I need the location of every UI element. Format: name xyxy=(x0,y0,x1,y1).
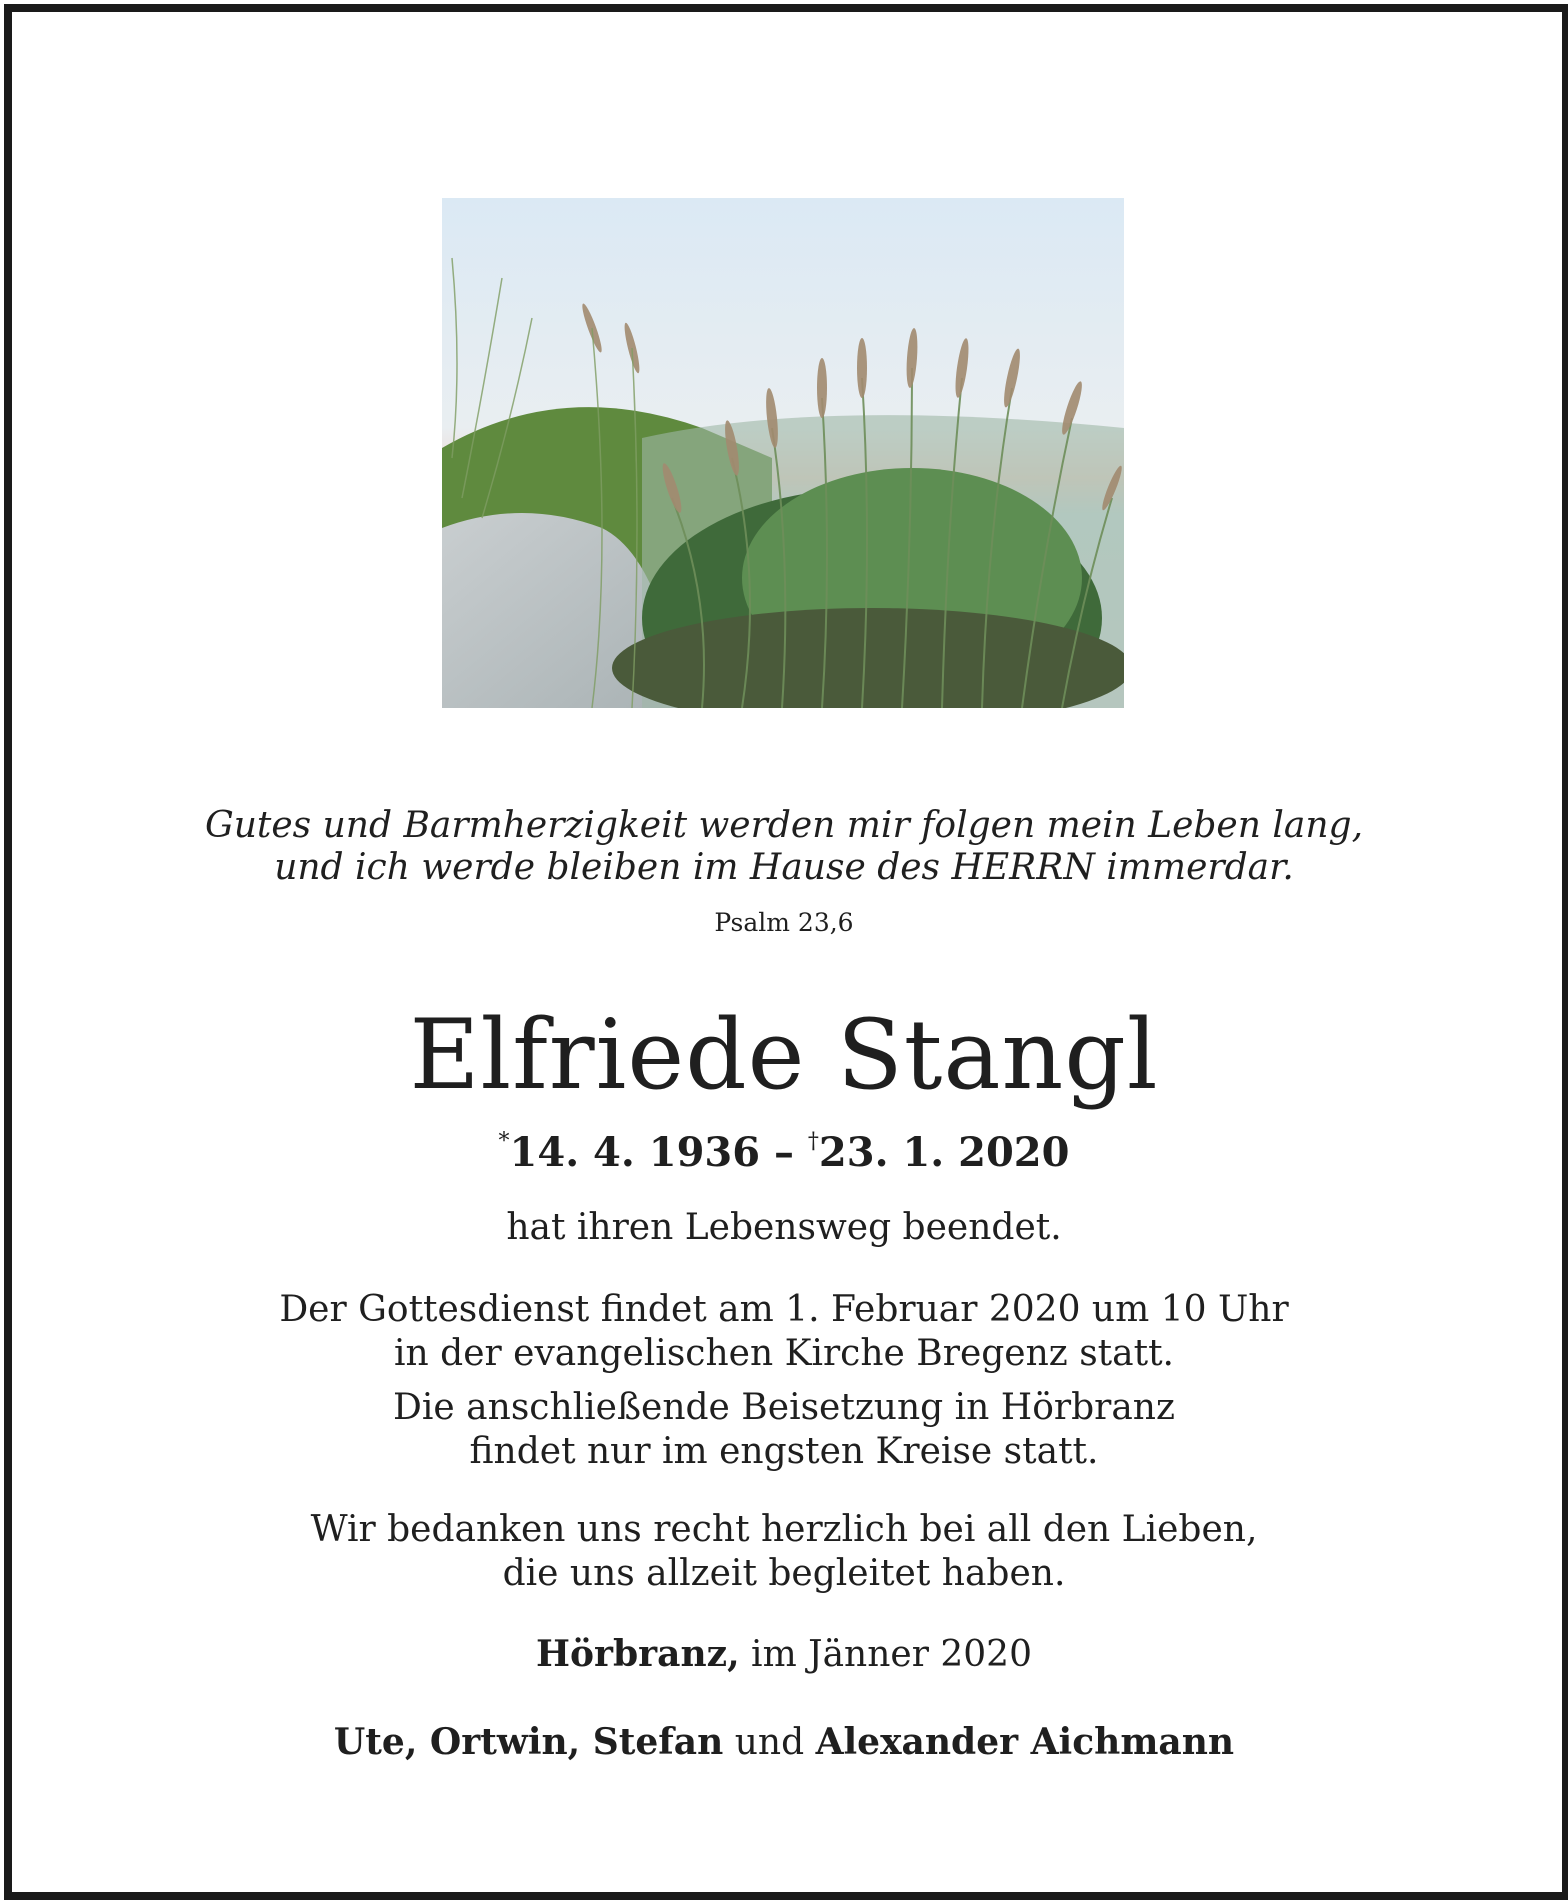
thanks-line-1: Wir bedanken uns recht herzlich bei all den Lieben, xyxy=(310,1509,1258,1550)
family-conjunction: und xyxy=(723,1722,816,1763)
family-signature xyxy=(0,1720,1568,1765)
birth-symbol: * xyxy=(498,1129,510,1154)
burial-info xyxy=(0,1386,1568,1474)
burial-line-2: findet nur im engsten Kreise statt. xyxy=(469,1431,1099,1472)
thanks-line-2: die uns allzeit begleitet haben. xyxy=(502,1553,1066,1594)
thanks xyxy=(0,1508,1568,1596)
place: Hörbranz, xyxy=(536,1633,740,1675)
deceased-name: Elfriede Stangl xyxy=(409,999,1159,1111)
birth-date: 14. 4. 1936 xyxy=(509,1129,761,1176)
photo-illustration xyxy=(442,198,1124,708)
family-names-2: Alexander Aichmann xyxy=(815,1721,1235,1763)
burial-line-1: Die anschließende Beisetzung in Hörbranz xyxy=(393,1387,1175,1428)
dune-grass-photo xyxy=(442,198,1124,708)
place-date xyxy=(0,1632,1568,1677)
family-names-1: Ute, Ortwin, Stefan xyxy=(333,1721,724,1763)
announcement: hat ihren Lebensweg beendet. xyxy=(506,1207,1062,1248)
death-date: 23. 1. 2020 xyxy=(818,1129,1070,1176)
quote-line-1: Gutes und Barmherzigkeit werden mir folgen mein Leben lang, xyxy=(204,805,1364,846)
death-symbol: † xyxy=(807,1129,819,1154)
service-info xyxy=(0,1288,1568,1376)
quote-source: Psalm 23,6 xyxy=(714,908,854,937)
date-separator: – xyxy=(760,1129,808,1176)
service-line-1: Der Gottesdienst findet am 1. Februar 2020 um 10 Uhr xyxy=(279,1289,1289,1330)
bible-quote xyxy=(0,805,1568,889)
service-line-2: in der evangelischen Kirche Bregenz statt. xyxy=(394,1333,1174,1374)
date-text: im Jänner 2020 xyxy=(739,1634,1032,1675)
quote-line-2: und ich werde bleiben im Hause des HERRN immerdar. xyxy=(274,847,1294,888)
life-dates xyxy=(0,1118,1568,1177)
